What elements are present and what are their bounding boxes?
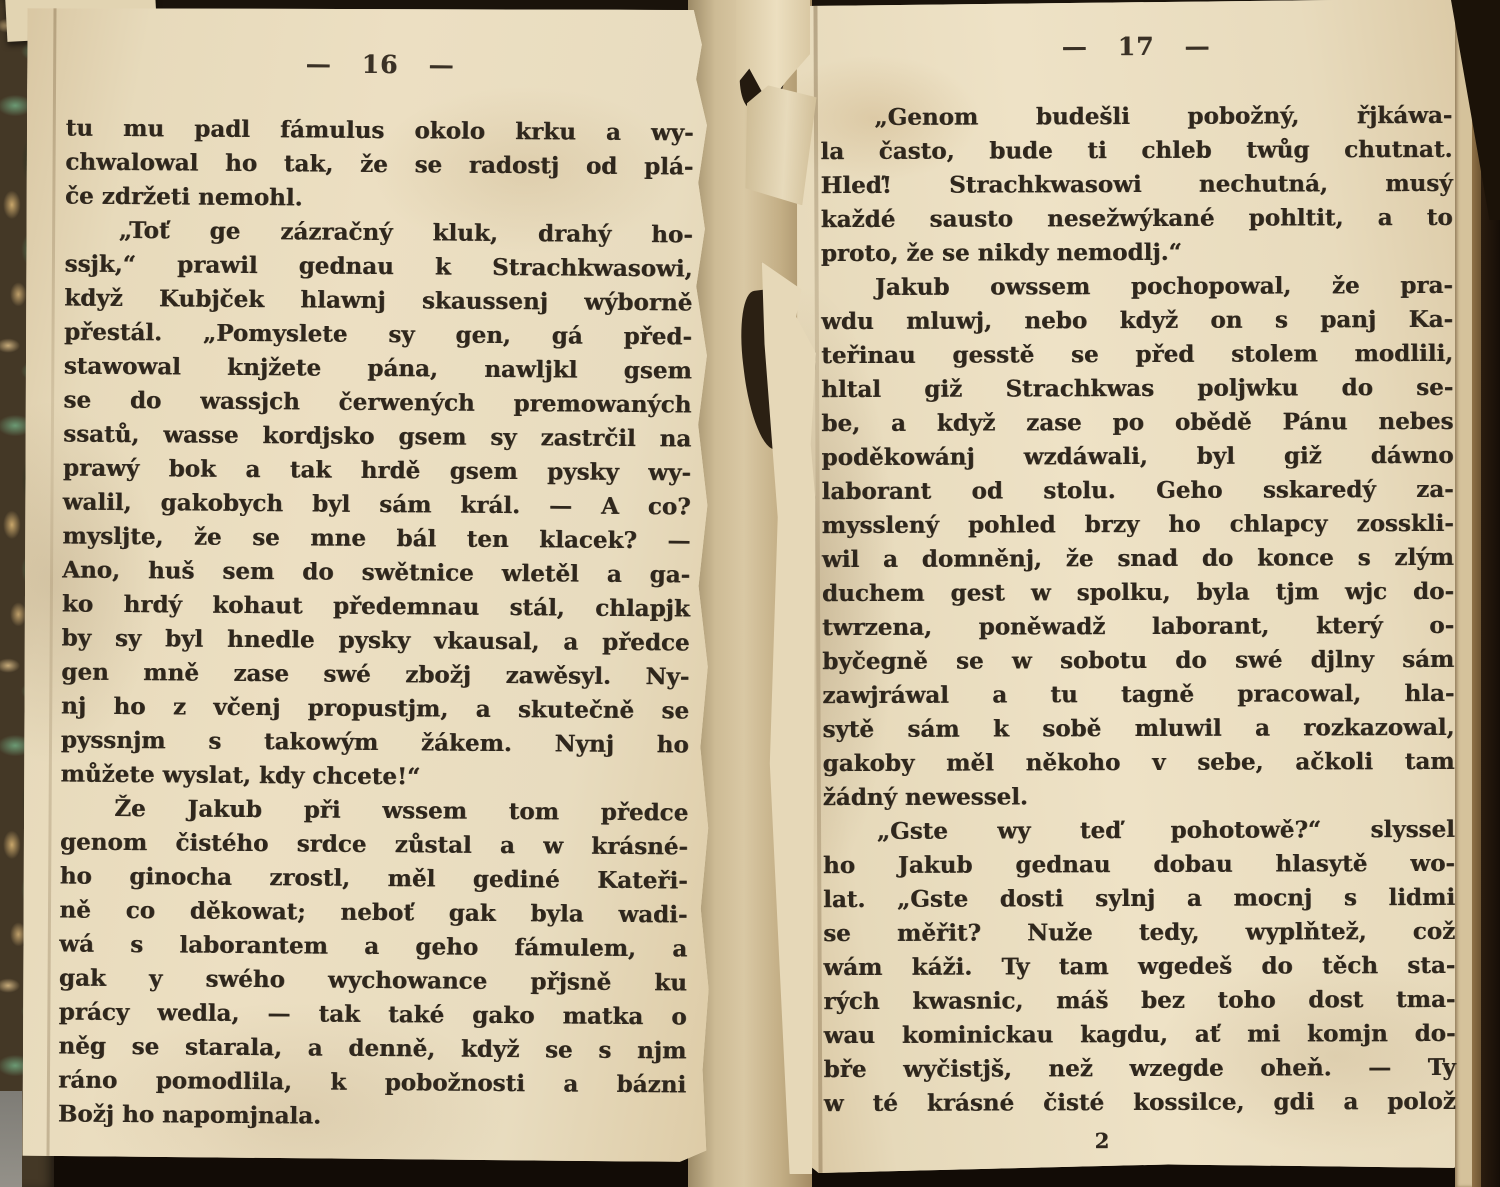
text-line: pyssnjm s takowým žákem. Nynj ho bbox=[60, 726, 689, 759]
text-line: ně co děkowat; neboť gak byla wadi- bbox=[59, 896, 688, 929]
text-line: twrzena, poněwadž laborant, který o- bbox=[822, 611, 1455, 642]
text-line: prácy wedla, — tak také gako matka o bbox=[58, 998, 687, 1031]
text-line: ssatů, wasse kordjsko gsem sy zastrčil na bbox=[63, 420, 692, 453]
text-line: wám káži. Ty tam wgedeš do těch sta- bbox=[823, 951, 1456, 982]
text-line: mysslený pohled brzy ho chlapcy zosskli- bbox=[821, 509, 1454, 540]
text-line: ko hrdý kohaut předemnau stál, chlapjk bbox=[61, 590, 690, 623]
text-line: přestál. „Pomyslete sy gen, gá před- bbox=[63, 318, 693, 351]
page-17-text bbox=[820, 29, 1456, 1159]
text-line: mysljte, že se mne bál ten klacek? — bbox=[62, 522, 691, 555]
text-line: bře wyčistjš, než wzegde oheň. — Ty bbox=[823, 1053, 1456, 1084]
text-line: teřinau gesstě se před stolem modlili, bbox=[821, 339, 1454, 370]
text-line: Hleď! Strachkwasowi nechutná, musý bbox=[820, 169, 1453, 200]
text-line: poděkowánj wzdáwali, byl giž dáwno bbox=[821, 441, 1454, 472]
text-line: tu mu padl fámulus okolo krku a wy- bbox=[65, 114, 694, 147]
text-line: wdu mluwj, nebo když on s panj Ka- bbox=[821, 305, 1454, 336]
text-line: Že Jakub při wssem tom předce bbox=[114, 794, 689, 827]
text-line: „Toť ge zázračný kluk, drahý ho- bbox=[118, 216, 693, 249]
page-16-header bbox=[66, 46, 694, 85]
paragraph bbox=[58, 792, 689, 1137]
header-dash: — bbox=[428, 50, 455, 80]
text-line: Božj ho napomjnala. bbox=[57, 1100, 322, 1130]
text-line: la často, bude ti chleb twůg chutnat. bbox=[820, 135, 1453, 166]
text-line: be, a když zase po obědě Pánu nebes bbox=[821, 407, 1454, 438]
text-line: rých kwasnic, máš bez toho dost tma- bbox=[823, 985, 1456, 1016]
text-line: žádný newessel. bbox=[822, 783, 1028, 812]
paragraph bbox=[820, 99, 1453, 271]
text-line: Jakub owssem pochopowal, že pra- bbox=[874, 271, 1453, 301]
text-line: můžete wyslat, kdy chcete!“ bbox=[60, 760, 421, 791]
text-line: hltal giž Strachkwas poljwku do se- bbox=[821, 373, 1454, 404]
paragraph bbox=[60, 214, 693, 797]
text-line: laborant od stolu. Geho sskaredý za- bbox=[821, 475, 1454, 506]
text-line: gakoby měl někoho v sebe, ačkoli tam bbox=[822, 747, 1455, 778]
page-16-text bbox=[58, 46, 695, 1137]
text-line: wá s laborantem a geho fámulem, a bbox=[59, 930, 688, 963]
text-line: ssjk,“ prawil gednau k Strachkwasowi, bbox=[64, 250, 693, 283]
text-line: „Genom budešli pobožný, řjkáwa- bbox=[874, 101, 1453, 131]
text-line: ho ginocha zrostl, měl gediné Kateři- bbox=[59, 862, 688, 895]
page-17-header bbox=[820, 29, 1452, 65]
text-line: če zdržeti nemohl. bbox=[64, 182, 303, 212]
header-dash: — bbox=[305, 49, 332, 79]
text-line: duchem gest w spolku, byla tjm wjc do- bbox=[821, 577, 1455, 608]
page-number: 17 bbox=[1117, 31, 1155, 62]
scan-background-corner bbox=[0, 1091, 22, 1187]
text-line: se do wassjch čerwených premowaných bbox=[63, 386, 692, 419]
text-line: gen mně zase swé zbožj zawěsyl. Ny- bbox=[61, 658, 690, 691]
header-dash: — bbox=[1061, 32, 1088, 62]
text-line: by sy byl hnedle pysky vkausal, a předce bbox=[61, 624, 690, 657]
page-number: 16 bbox=[361, 49, 399, 80]
header-dash: — bbox=[1184, 31, 1211, 61]
signature-mark: 2 bbox=[1094, 1128, 1110, 1154]
text-line: chwalowal ho tak, že se radostj od plá- bbox=[65, 148, 694, 181]
text-line: ráno pomodlila, k pobožnosti a bázni bbox=[58, 1066, 687, 1099]
page-edge-stack bbox=[1455, 0, 1473, 1187]
text-line: prawý bok a tak hrdě gsem pysky wy- bbox=[62, 454, 692, 487]
text-line: nj ho z včenj propustjm, a skutečně se bbox=[60, 692, 690, 725]
text-line: walil, gakobych byl sám král. — A co? bbox=[62, 488, 691, 521]
text-line: stawowal knjžete pána, nawljkl gsem bbox=[63, 352, 692, 385]
text-line: něg se starala, a denně, když se s njm bbox=[58, 1032, 687, 1065]
text-line: když Kubjček hlawnj skaussenj wýborně bbox=[64, 284, 693, 317]
text-line: každé sausto nesežwýkané pohltit, a to bbox=[820, 203, 1453, 234]
text-line: wau kominickau kagdu, ať mi komjn do- bbox=[823, 1019, 1456, 1050]
text-line: gak y swého wychowance přjsně ku bbox=[58, 964, 688, 997]
paragraph bbox=[65, 112, 694, 219]
text-line: se měřit? Nuže tedy, wyplňtež, což bbox=[823, 917, 1456, 948]
text-line: wil a domněnj, že snad do konce s zlým bbox=[821, 543, 1454, 574]
text-line: genom čistého srdce zůstal a w krásné- bbox=[59, 828, 689, 861]
text-line: w té krásné čisté kossilce, gdi a polož bbox=[823, 1087, 1456, 1118]
text-line: „Gste wy teď pohotowě?“ slyssel bbox=[876, 815, 1455, 845]
text-line: zawjráwal a tu tagně pracowal, hla- bbox=[822, 679, 1455, 710]
paragraph bbox=[821, 269, 1455, 815]
paragraph bbox=[823, 813, 1456, 1121]
text-line: Ano, huš sem do swětnice wletěl a ga- bbox=[62, 556, 691, 589]
text-line: byčegně se w sobotu do swé djlny sám bbox=[822, 645, 1455, 676]
text-line: ho Jakub gednau dobau hlasytě wo- bbox=[822, 849, 1455, 880]
text-line: lat. „Gste dosti sylnj a mocnj s lidmi bbox=[823, 883, 1456, 914]
text-line: sytě sám k sobě mluwil a rozkazowal, bbox=[822, 713, 1455, 744]
text-line: proto, že se nikdy nemodlj.“ bbox=[820, 238, 1182, 268]
